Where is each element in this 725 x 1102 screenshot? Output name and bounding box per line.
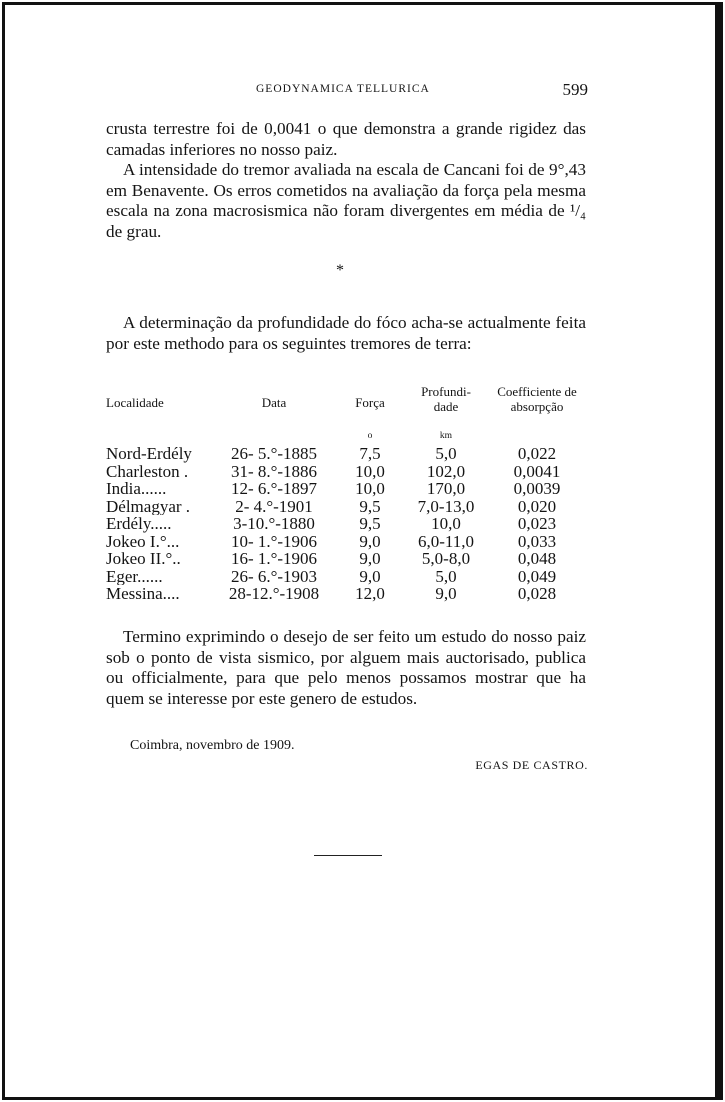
cell-coefficiente: 0,022 [517, 444, 557, 463]
table-row [106, 533, 588, 551]
cell-coefficiente: 0,023 [517, 514, 557, 533]
cell-forca: 9,5 [359, 496, 381, 516]
cell-coefficiente: 0,0039 [513, 479, 561, 498]
cell-data: 31- 8.°-1886 [230, 461, 318, 481]
running-head: GEODYNAMICA TELLURICA [256, 83, 430, 95]
table-row [106, 480, 588, 498]
table-body [106, 445, 588, 603]
cell-data: 10- 1.°-1906 [230, 531, 318, 551]
cell-forca: 9,0 [359, 531, 381, 551]
page-number: 599 [562, 80, 588, 99]
unit-forca: o [367, 431, 373, 441]
cell-localidade: Erdély..... [106, 515, 172, 533]
earthquake-table [106, 381, 588, 603]
header-forca: Força [355, 395, 385, 410]
cell-forca: 9,5 [359, 514, 381, 533]
document-page [106, 0, 588, 1102]
table-row [106, 550, 588, 568]
cell-profundidade: 6,0-11,0 [417, 531, 475, 551]
cell-forca: 10,0 [355, 479, 385, 498]
table-units-row [106, 431, 588, 445]
table-row [106, 585, 588, 603]
cell-profundidade: 170,0 [426, 479, 466, 498]
paragraph-4: Termino exprimindo o desejo de ser feito um estudo do nosso paiz sob o ponto de vista sismico, por alguem mais auctorisado, publica ou officialmente, para que pelo menos possamos mostrar que ha quem se interesse por este genero de estudos. [106, 627, 586, 708]
cell-data: 12- 6.°-1897 [230, 479, 318, 498]
cell-localidade: Nord-Erdély [106, 445, 192, 463]
cell-coefficiente: 0,028 [517, 584, 557, 603]
cell-coefficiente: 0,020 [517, 496, 557, 516]
cell-forca: 7,5 [359, 444, 381, 463]
place-date: Coimbra, novembro de 1909. [130, 738, 295, 753]
table-row [106, 568, 588, 586]
table-header [106, 381, 588, 431]
cell-data: 26- 5.°-1885 [230, 444, 318, 463]
cell-profundidade: 7,0-13,0 [417, 496, 475, 516]
paragraph-2: A intensidade do tremor avaliada na escala de Cancani foi de 9°,43 em Benavente. Os erros cometidos na avaliação da força pela mesma escala na zona macrosismica não foram divergentes em média de ¹/₄ de grau. [106, 160, 586, 241]
cell-profundidade: 5,0-8,0 [421, 549, 471, 568]
header-localidade: Localidade [106, 395, 164, 410]
closing-rule [314, 855, 382, 856]
cell-coefficiente: 0,0041 [513, 461, 561, 481]
cell-localidade: India...... [106, 480, 167, 498]
paragraph-1: crusta terrestre foi de 0,0041 o que demonstra a grande rigidez das camadas inferiores no nosso paiz. [106, 119, 586, 159]
cell-data: 28-12.°-1908 [228, 584, 320, 603]
header-coefficiente: Coefficiente de absorpção [497, 384, 577, 414]
cell-forca: 10,0 [355, 461, 385, 481]
cell-forca: 9,0 [359, 549, 381, 568]
cell-coefficiente: 0,033 [517, 531, 557, 551]
table-row [106, 515, 588, 533]
unit-profundidade: km [439, 431, 453, 441]
paragraph-3: A determinação da profundidade do fóco acha-se actualmente feita por este methodo para os seguintes tremores de terra: [106, 313, 586, 353]
cell-localidade: Eger...... [106, 567, 163, 585]
cell-localidade: Délmagyar . [106, 497, 191, 515]
cell-profundidade: 9,0 [435, 584, 457, 603]
page-header [106, 80, 588, 102]
cell-data: 16- 1.°-1906 [230, 549, 318, 568]
cell-localidade: Messina.... [106, 585, 180, 603]
table-row [106, 463, 588, 481]
cell-profundidade: 10,0 [431, 514, 461, 533]
signature: EGAS DE CASTRO. [475, 758, 588, 772]
cell-profundidade: 5,0 [435, 444, 457, 463]
cell-localidade: Charleston . [106, 462, 189, 480]
table-row [106, 445, 588, 463]
cell-data: 26- 6.°-1903 [230, 566, 318, 586]
cell-data: 2- 4.°-1901 [235, 496, 313, 516]
cell-profundidade: 102,0 [426, 461, 466, 481]
section-separator: * [336, 262, 344, 279]
cell-localidade: Jokeo II.°.. [106, 550, 181, 568]
header-profundidade: Profundi-dade [421, 384, 471, 414]
cell-profundidade: 5,0 [435, 566, 457, 586]
cell-coefficiente: 0,049 [517, 566, 557, 586]
cell-forca: 9,0 [359, 566, 381, 586]
table-row [106, 498, 588, 516]
header-data: Data [261, 395, 287, 410]
cell-forca: 12,0 [355, 584, 385, 603]
cell-coefficiente: 0,048 [517, 549, 557, 568]
cell-data: 3-10.°-1880 [233, 514, 315, 533]
cell-localidade: Jokeo I.°... [106, 532, 180, 550]
